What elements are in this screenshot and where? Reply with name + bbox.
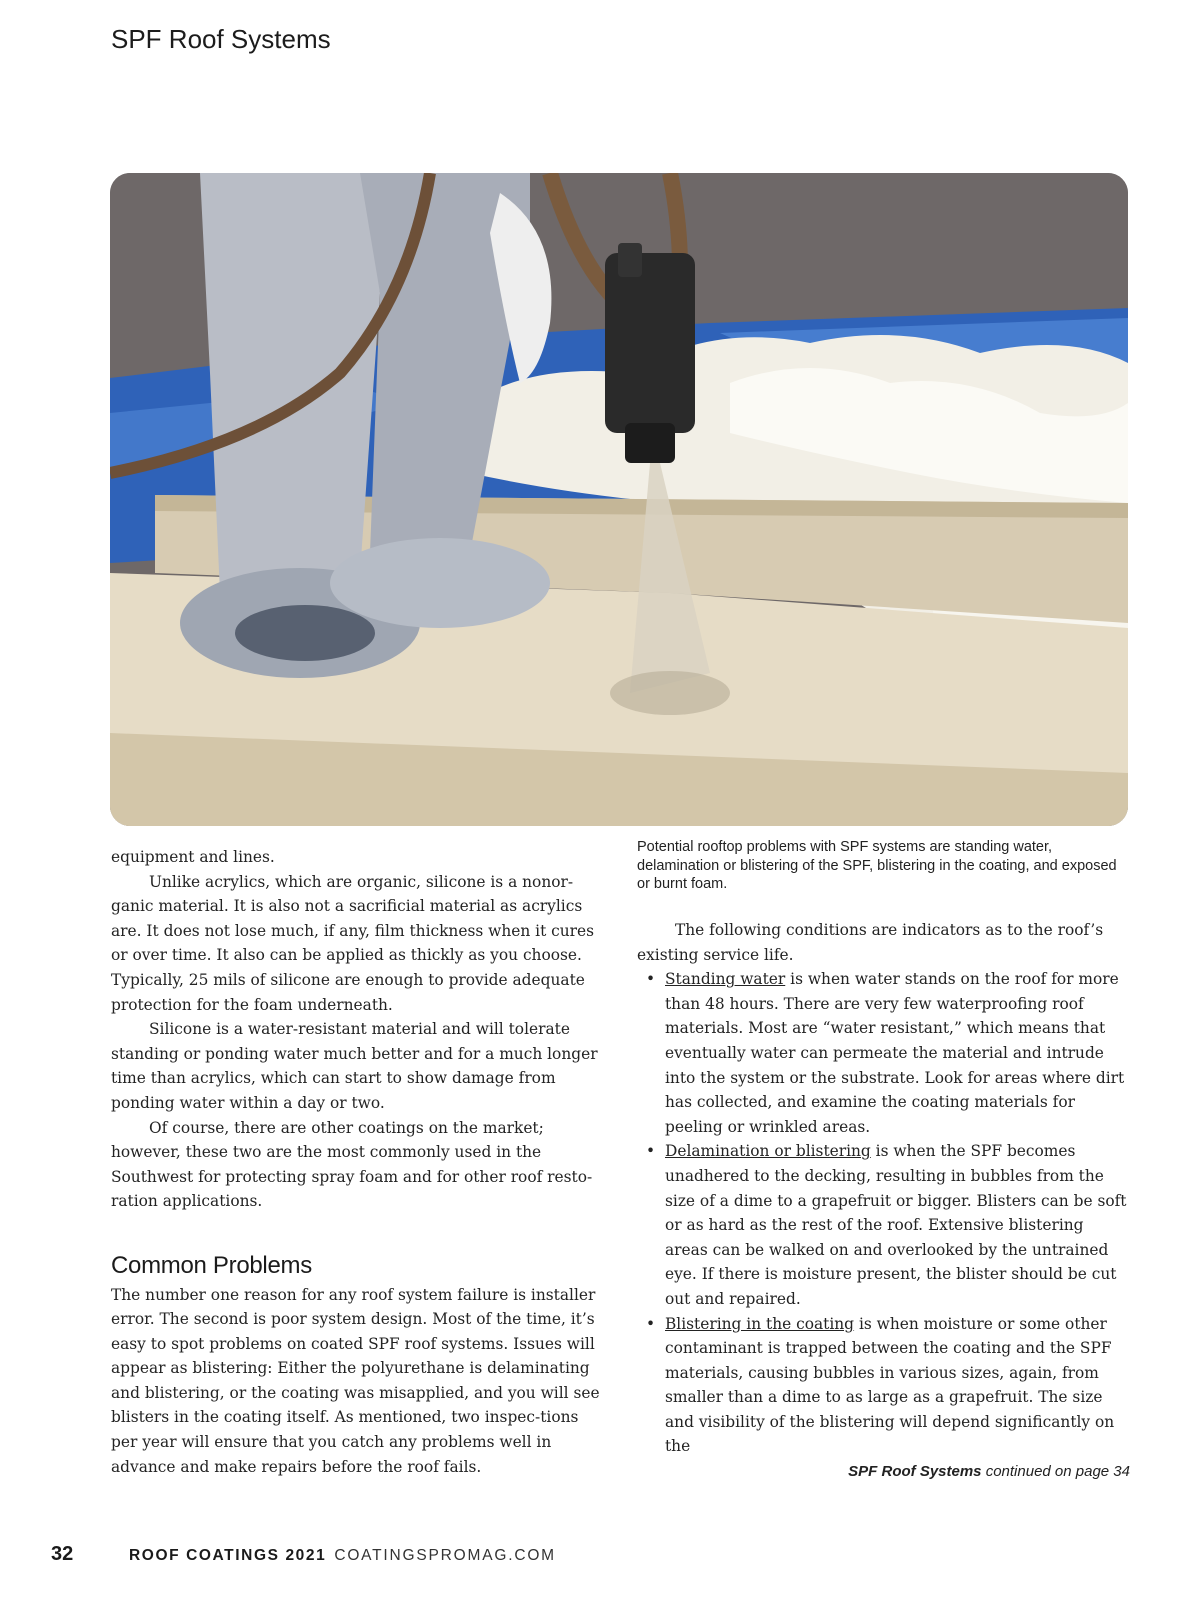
publication-name: ROOF COATINGS 2021 [129,1547,327,1564]
photo-caption: Potential rooftop problems with SPF systems are standing water, delamination or blistering of the SPF, blistering in the coating, and exposed or burnt foam. [637,839,1117,892]
spf-foam-photo [110,173,1128,826]
list-item-text: is when moisture or some other contaminant is trapped between the coating and the SPF materials, causing bubbles in various sizes, again, from smaller than a dime to as large as a grapefruit. The size and visibility of the blistering will depend significantly on the [665,1314,1115,1456]
term-blistering-coating: Blistering in the coating [665,1314,855,1333]
left-column [111,845,601,1479]
right-column [637,918,1131,1459]
paragraph: The following conditions are indicators as to the roof’s existing service life. [637,921,1104,964]
paragraph: The number one reason for any roof system failure is installer error. The second is poor system design. Most of the time, it’s easy to spot problems on coated SPF roof systems. Issues will appear as blistering: Either the polyurethane is delaminating and blistering, or the coating was misapplied, and you will see blisters in the coating itself. As mentioned, two inspec-tions per year will ensure that you catch any problems well in advance and make repairs before the roof fails. [111,1285,600,1476]
section-spacer [111,1214,601,1254]
subhead-common-problems: Common Problems [111,1251,312,1279]
continued-note [848,1463,1130,1480]
bullet-icon: • [646,970,656,989]
term-delamination: Delamination or blistering [665,1142,871,1161]
page-number: 32 [51,1543,74,1565]
page-footer [51,1543,556,1566]
bullet-icon: • [646,1142,656,1161]
section-title: SPF Roof Systems [111,24,331,54]
paragraph: Of course, there are other coatings on the market; however, these two are the most commonly used in the Southwest for protecting spray foam and for other roof resto-ration applications. [111,1118,593,1211]
website-url: COATINGSPROMAG.COM [334,1547,556,1564]
list-item [637,1312,1131,1460]
list-item-text: is when the SPF becomes unadhered to the decking, resulting in bubbles from the size of a dime to a grapefruit or bigger. Blisters can be soft or as hard as the rest of the roof. Extensive blistering areas can be walked on and overlooked by the untrained eye. If there is moisture present, the blister should be cut out and repaired. [665,1142,1127,1308]
term-standing-water: Standing water [665,970,786,989]
list-item [637,967,1131,1139]
bullet-icon: • [646,1314,656,1333]
paragraph: equipment and lines. [111,848,275,866]
list-item-text: is when water stands on the roof for more than 48 hours. There are very few waterproofing roof materials. Most are “water resistant,” which means that eventually water can permeate the material and intrude into the system or the substrate. Look for areas where dirt has collected, and examine the coating materials for peeling or wrinkled areas. [665,970,1125,1136]
continued-text: continued on page 34 [981,1463,1130,1480]
continued-title: SPF Roof Systems [848,1463,982,1480]
paragraph: Silicone is a water-resistant material and will tolerate standing or ponding water much better and for a much longer time than acrylics, which can start to show damage from ponding water within a day or two. [111,1020,598,1112]
list-item [637,1139,1131,1311]
paragraph: Unlike acrylics, which are organic, silicone is a nonor-ganic material. It is also not a sacrificial material as acrylics are. It does not lose much, if any, film thickness when it cures or over time. It also can be applied as thickly as you choose. Typically, 25 mils of silicone are enough to provide adequate protection for the foam underneath. [111,872,595,1014]
photo-illustration [110,173,1128,826]
conditions-list [637,967,1131,1459]
